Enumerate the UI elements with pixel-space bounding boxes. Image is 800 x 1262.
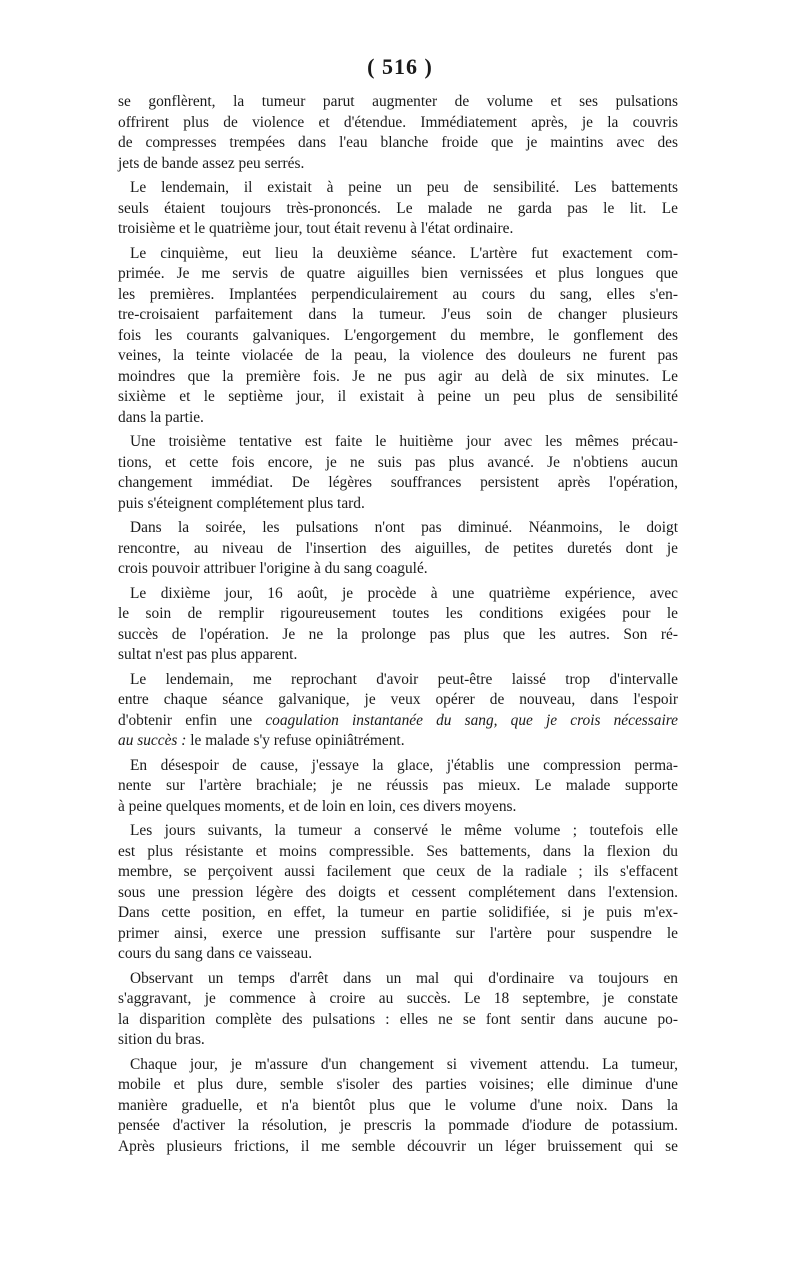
- text-line: Observant un temps d'arrêt dans un mal qui d'ordinaire va toujours en: [130, 969, 678, 987]
- text-line: de compresses trempées dans l'eau blanche froide que je maintins avec des: [118, 134, 678, 151]
- italic-text: coagulation instantanée du sang, que je crois nécessaire: [265, 711, 678, 729]
- paragraph-6: [118, 584, 678, 666]
- text-line: Chaque jour, je m'assure d'un changement si vivement attendu. La tumeur,: [130, 1055, 678, 1073]
- text-line: à peine quelques moments, et de loin en loin, ces divers moyens.: [118, 797, 517, 815]
- text-line: Dans cette position, en effet, la tumeur en partie solidifiée, si je puis m'ex-: [118, 904, 678, 921]
- text-line: Une troisième tentative est faite le huitième jour avec les mêmes précau-: [130, 433, 678, 450]
- text-line: sultat n'est pas plus apparent.: [118, 646, 298, 663]
- text-line: troisième et le quatrième jour, tout était revenu à l'état ordinaire.: [118, 220, 514, 237]
- body-text: [118, 92, 678, 1161]
- text-line: primée. Je me servis de quatre aiguilles bien vernissées et plus longues que: [118, 265, 678, 282]
- text-line: jets de bande assez peu serrés.: [118, 154, 305, 172]
- text-line: crois pouvoir attribuer l'origine à du sang coagulé.: [118, 560, 428, 577]
- text-line: sition du bras.: [118, 1031, 205, 1048]
- page-number: ( 516 ): [367, 54, 433, 79]
- text-line: moindres que la première fois. Je ne pus agir au delà de six minutes. Le: [118, 367, 678, 385]
- text-line: manière graduelle, et n'a bientôt plus que le volume d'une noix. Dans la: [118, 1096, 678, 1114]
- text-line: [118, 731, 678, 752]
- italic-text: au succès :: [118, 732, 187, 749]
- text-segment: le malade s'y refuse opiniâtrément.: [186, 732, 405, 749]
- text-line: le soin de remplir rigoureusement toutes les conditions exigées pour le: [118, 605, 678, 622]
- text-line: rencontre, au niveau de l'insertion des aiguilles, de petites duretés dont je: [118, 539, 678, 557]
- text-line: puis s'éteignent complétement plus tard.: [118, 494, 365, 512]
- paragraph-9: [118, 821, 678, 965]
- text-line: Le dixième jour, 16 août, je procède à une quatrième expérience, avec: [130, 584, 678, 602]
- paragraph-2: [118, 178, 678, 240]
- text-line: la disparition complète des pulsations : elles ne se font sentir dans aucune po-: [118, 1010, 678, 1028]
- paragraph-10: [118, 969, 678, 1051]
- text-line: est plus résistante et moins compressible. Ses battements, dans la flexion du: [118, 842, 678, 860]
- text-line: succès de l'opération. Je ne la prolonge pas plus que les autres. Son ré-: [118, 625, 678, 643]
- text-line: membre, se perçoivent aussi facilement que ceux de la radiale ; ils s'effacent: [118, 863, 678, 880]
- paragraph-4: [118, 432, 678, 514]
- text-line: changement immédiat. De légères souffrances persistent après l'opération,: [118, 474, 678, 491]
- text-line: sous une pression légère des doigts et cessent complétement dans l'extension.: [118, 883, 678, 901]
- text-line: En désespoir de cause, j'essaye la glace, j'établis une compression perma-: [130, 756, 678, 774]
- text-line: dans la partie.: [118, 408, 204, 426]
- text-line: primer ainsi, exerce une pression suffisante sur l'artère pour suspendre le: [118, 924, 678, 942]
- text-line: offrirent plus de violence et d'étendue. Immédiatement après, je la couvris: [118, 113, 678, 131]
- text-line: s'aggravant, je commence à croire au succès. Le 18 septembre, je constate: [118, 990, 678, 1007]
- paragraph-1: [118, 92, 678, 174]
- text-line: veines, la teinte violacée de la peau, la violence des douleurs ne furent pas: [118, 347, 678, 364]
- text-line: tions, et cette fois encore, je ne suis pas plus avancé. Je n'obtiens aucun: [118, 453, 678, 471]
- text-line: se gonflèrent, la tumeur parut augmenter de volume et ses pulsations: [118, 93, 678, 110]
- text-segment: d'obtenir enfin une: [118, 711, 266, 729]
- text-line: sixième et le septième jour, il existait à peine un peu plus de sensibilité: [118, 388, 678, 405]
- text-line: Le lendemain, il existait à peine un peu de sensibilité. Les battements: [130, 179, 678, 196]
- paragraph-11: [118, 1055, 678, 1158]
- text-line: nente sur l'artère brachiale; je ne réussis pas mieux. Le malade supporte: [118, 777, 678, 794]
- text-line: pensée d'activer la résolution, je prescris la pommade d'iodure de potassium.: [118, 1117, 678, 1134]
- text-line: entre chaque séance galvanique, je veux opérer de nouveau, dans l'espoir: [118, 691, 678, 708]
- text-line: [118, 711, 678, 732]
- paragraph-5: [118, 518, 678, 580]
- text-line: les premières. Implantées perpendiculairement au cours du sang, elles s'en-: [118, 285, 678, 303]
- text-line: fois les courants galvaniques. L'engorgement du membre, le gonflement des: [118, 326, 678, 344]
- text-line: Le cinquième, eut lieu la deuxième séance. L'artère fut exactement com-: [130, 244, 678, 262]
- paragraph-3: [118, 244, 678, 429]
- text-line: cours du sang dans ce vaisseau.: [118, 945, 313, 962]
- text-line: tre-croisaient parfaitement dans la tumeur. J'eus soin de changer plusieurs: [118, 306, 678, 323]
- text-line: Après plusieurs frictions, il me semble découvrir un léger bruissement qui se: [118, 1137, 678, 1155]
- text-line: Le lendemain, me reprochant d'avoir peut-être laissé trop d'intervalle: [130, 670, 678, 688]
- text-line: mobile et plus dure, semble s'isoler des parties voisines; elle diminue d'une: [118, 1076, 678, 1093]
- text-line: Les jours suivants, la tumeur a conservé le même volume ; toutefois elle: [130, 822, 678, 839]
- text-line: seuls étaient toujours très-prononcés. Le malade ne garda pas le lit. Le: [118, 199, 678, 217]
- paragraph-7: [118, 670, 678, 752]
- paragraph-8: [118, 756, 678, 818]
- text-line: Dans la soirée, les pulsations n'ont pas diminué. Néanmoins, le doigt: [130, 519, 678, 536]
